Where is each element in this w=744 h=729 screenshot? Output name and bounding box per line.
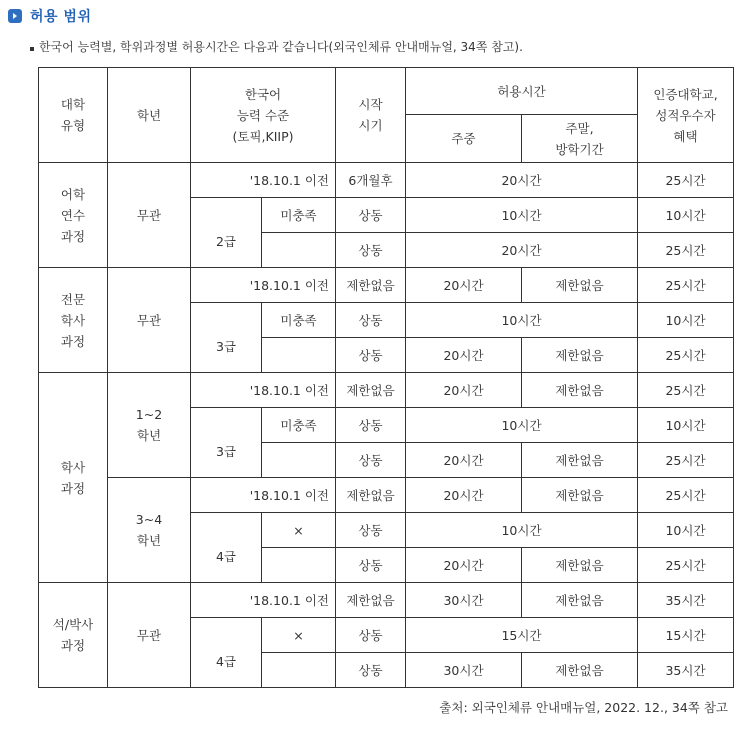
level-before-date-cell: '18.10.1 이전 [191, 478, 336, 513]
allowed-hours-cell: 20시간 [406, 233, 638, 268]
level-cell: 4급 [191, 618, 262, 688]
benefit-cell: 25시간 [638, 548, 734, 583]
intro-note [30, 38, 523, 55]
start-cell: 제한없음 [336, 478, 406, 513]
level-cell: 3급 [191, 408, 262, 478]
level-sub-cell: 미충족 [262, 198, 336, 233]
bullet-icon [30, 47, 34, 51]
weekend-hours-cell: 제한없음 [522, 268, 638, 303]
start-cell: 상동 [336, 303, 406, 338]
benefit-cell: 25시간 [638, 443, 734, 478]
header-grade: 학년 [108, 68, 191, 163]
benefit-cell: 25시간 [638, 478, 734, 513]
level-sub-cell-empty [262, 443, 336, 478]
table-row [39, 373, 734, 408]
level-sub-cell: × [262, 618, 336, 653]
grade-cell: 1~2 학년 [108, 373, 191, 478]
weekend-hours-cell: 제한없음 [522, 478, 638, 513]
start-cell: 상동 [336, 513, 406, 548]
allowed-hours-cell: 10시간 [406, 303, 638, 338]
start-cell: 상동 [336, 338, 406, 373]
table-row [39, 163, 734, 198]
level-sub-cell: 미충족 [262, 303, 336, 338]
level-sub-cell-empty [262, 548, 336, 583]
level-cell: 3급 [191, 303, 262, 373]
allowed-hours-cell: 15시간 [406, 618, 638, 653]
level-sub-cell-empty [262, 233, 336, 268]
level-cell: 4급 [191, 513, 262, 583]
benefit-cell: 10시간 [638, 303, 734, 338]
header-start: 시작 시기 [336, 68, 406, 163]
source-note: 출처: 외국인체류 안내매뉴얼, 2022. 12., 34쪽 참고 [439, 700, 728, 715]
benefit-cell: 25시간 [638, 373, 734, 408]
weekend-hours-cell: 제한없음 [522, 583, 638, 618]
weekday-hours-cell: 20시간 [406, 373, 522, 408]
univ-type-cell: 학사 과정 [39, 373, 108, 583]
allowed-hours-cell: 10시간 [406, 408, 638, 443]
level-cell: 2급 [191, 198, 262, 268]
level-before-date-cell: '18.10.1 이전 [191, 163, 336, 198]
level-sub-cell: × [262, 513, 336, 548]
weekday-hours-cell: 20시간 [406, 478, 522, 513]
start-cell: 상동 [336, 233, 406, 268]
weekend-hours-cell: 제한없음 [522, 548, 638, 583]
allowed-hours-cell: 20시간 [406, 163, 638, 198]
weekday-hours-cell: 20시간 [406, 268, 522, 303]
weekday-hours-cell: 20시간 [406, 338, 522, 373]
weekend-hours-cell: 제한없음 [522, 653, 638, 688]
benefit-cell: 10시간 [638, 198, 734, 233]
header-weekday: 주중 [406, 115, 522, 163]
univ-type-cell: 어학 연수 과정 [39, 163, 108, 268]
grade-cell: 무관 [108, 268, 191, 373]
weekday-hours-cell: 20시간 [406, 443, 522, 478]
benefit-cell: 15시간 [638, 618, 734, 653]
benefit-cell: 10시간 [638, 513, 734, 548]
start-cell: 제한없음 [336, 373, 406, 408]
univ-type-cell: 석/박사 과정 [39, 583, 108, 688]
start-cell: 상동 [336, 618, 406, 653]
weekday-hours-cell: 30시간 [406, 583, 522, 618]
grade-cell: 3~4 학년 [108, 478, 191, 583]
benefit-cell: 25시간 [638, 338, 734, 373]
header-weekend: 주말, 방학기간 [522, 115, 638, 163]
weekend-hours-cell: 제한없음 [522, 338, 638, 373]
header-allowed-hours: 허용시간 [406, 68, 638, 115]
benefit-cell: 25시간 [638, 233, 734, 268]
start-cell: 상동 [336, 443, 406, 478]
table-row [39, 583, 734, 618]
grade-cell: 무관 [108, 163, 191, 268]
benefit-cell: 10시간 [638, 408, 734, 443]
table-row [39, 268, 734, 303]
grade-cell: 무관 [108, 583, 191, 688]
weekend-hours-cell: 제한없음 [522, 443, 638, 478]
allowed-hours-cell: 10시간 [406, 513, 638, 548]
start-cell: 상동 [336, 653, 406, 688]
univ-type-cell: 전문 학사 과정 [39, 268, 108, 373]
level-before-date-cell: '18.10.1 이전 [191, 583, 336, 618]
allowed-hours-table [38, 67, 734, 688]
level-sub-cell-empty [262, 338, 336, 373]
start-cell: 6개월후 [336, 163, 406, 198]
table-row [39, 478, 734, 513]
allowed-hours-cell: 10시간 [406, 198, 638, 233]
start-cell: 상동 [336, 408, 406, 443]
weekday-hours-cell: 20시간 [406, 548, 522, 583]
level-sub-cell-empty [262, 653, 336, 688]
start-cell: 상동 [336, 548, 406, 583]
benefit-cell: 35시간 [638, 653, 734, 688]
header-univ-type: 대학 유형 [39, 68, 108, 163]
benefit-cell: 35시간 [638, 583, 734, 618]
section-title: 허용 범위 [30, 9, 92, 25]
section-heading [8, 6, 91, 26]
level-before-date-cell: '18.10.1 이전 [191, 373, 336, 408]
chevron-right-icon [8, 9, 22, 23]
weekend-hours-cell: 제한없음 [522, 373, 638, 408]
level-before-date-cell: '18.10.1 이전 [191, 268, 336, 303]
intro-note-text: 한국어 능력별, 학위과정별 허용시간은 다음과 같습니다(외국인체류 안내매뉴얼, 34쪽 참고). [39, 40, 523, 54]
header-certified-benefit: 인증대학교, 성적우수자 혜택 [638, 68, 734, 163]
level-sub-cell: 미충족 [262, 408, 336, 443]
start-cell: 제한없음 [336, 583, 406, 618]
benefit-cell: 25시간 [638, 163, 734, 198]
start-cell: 제한없음 [336, 268, 406, 303]
start-cell: 상동 [336, 198, 406, 233]
header-korean-level: 한국어 능력 수준 (토픽,KIIP) [191, 68, 336, 163]
weekday-hours-cell: 30시간 [406, 653, 522, 688]
benefit-cell: 25시간 [638, 268, 734, 303]
